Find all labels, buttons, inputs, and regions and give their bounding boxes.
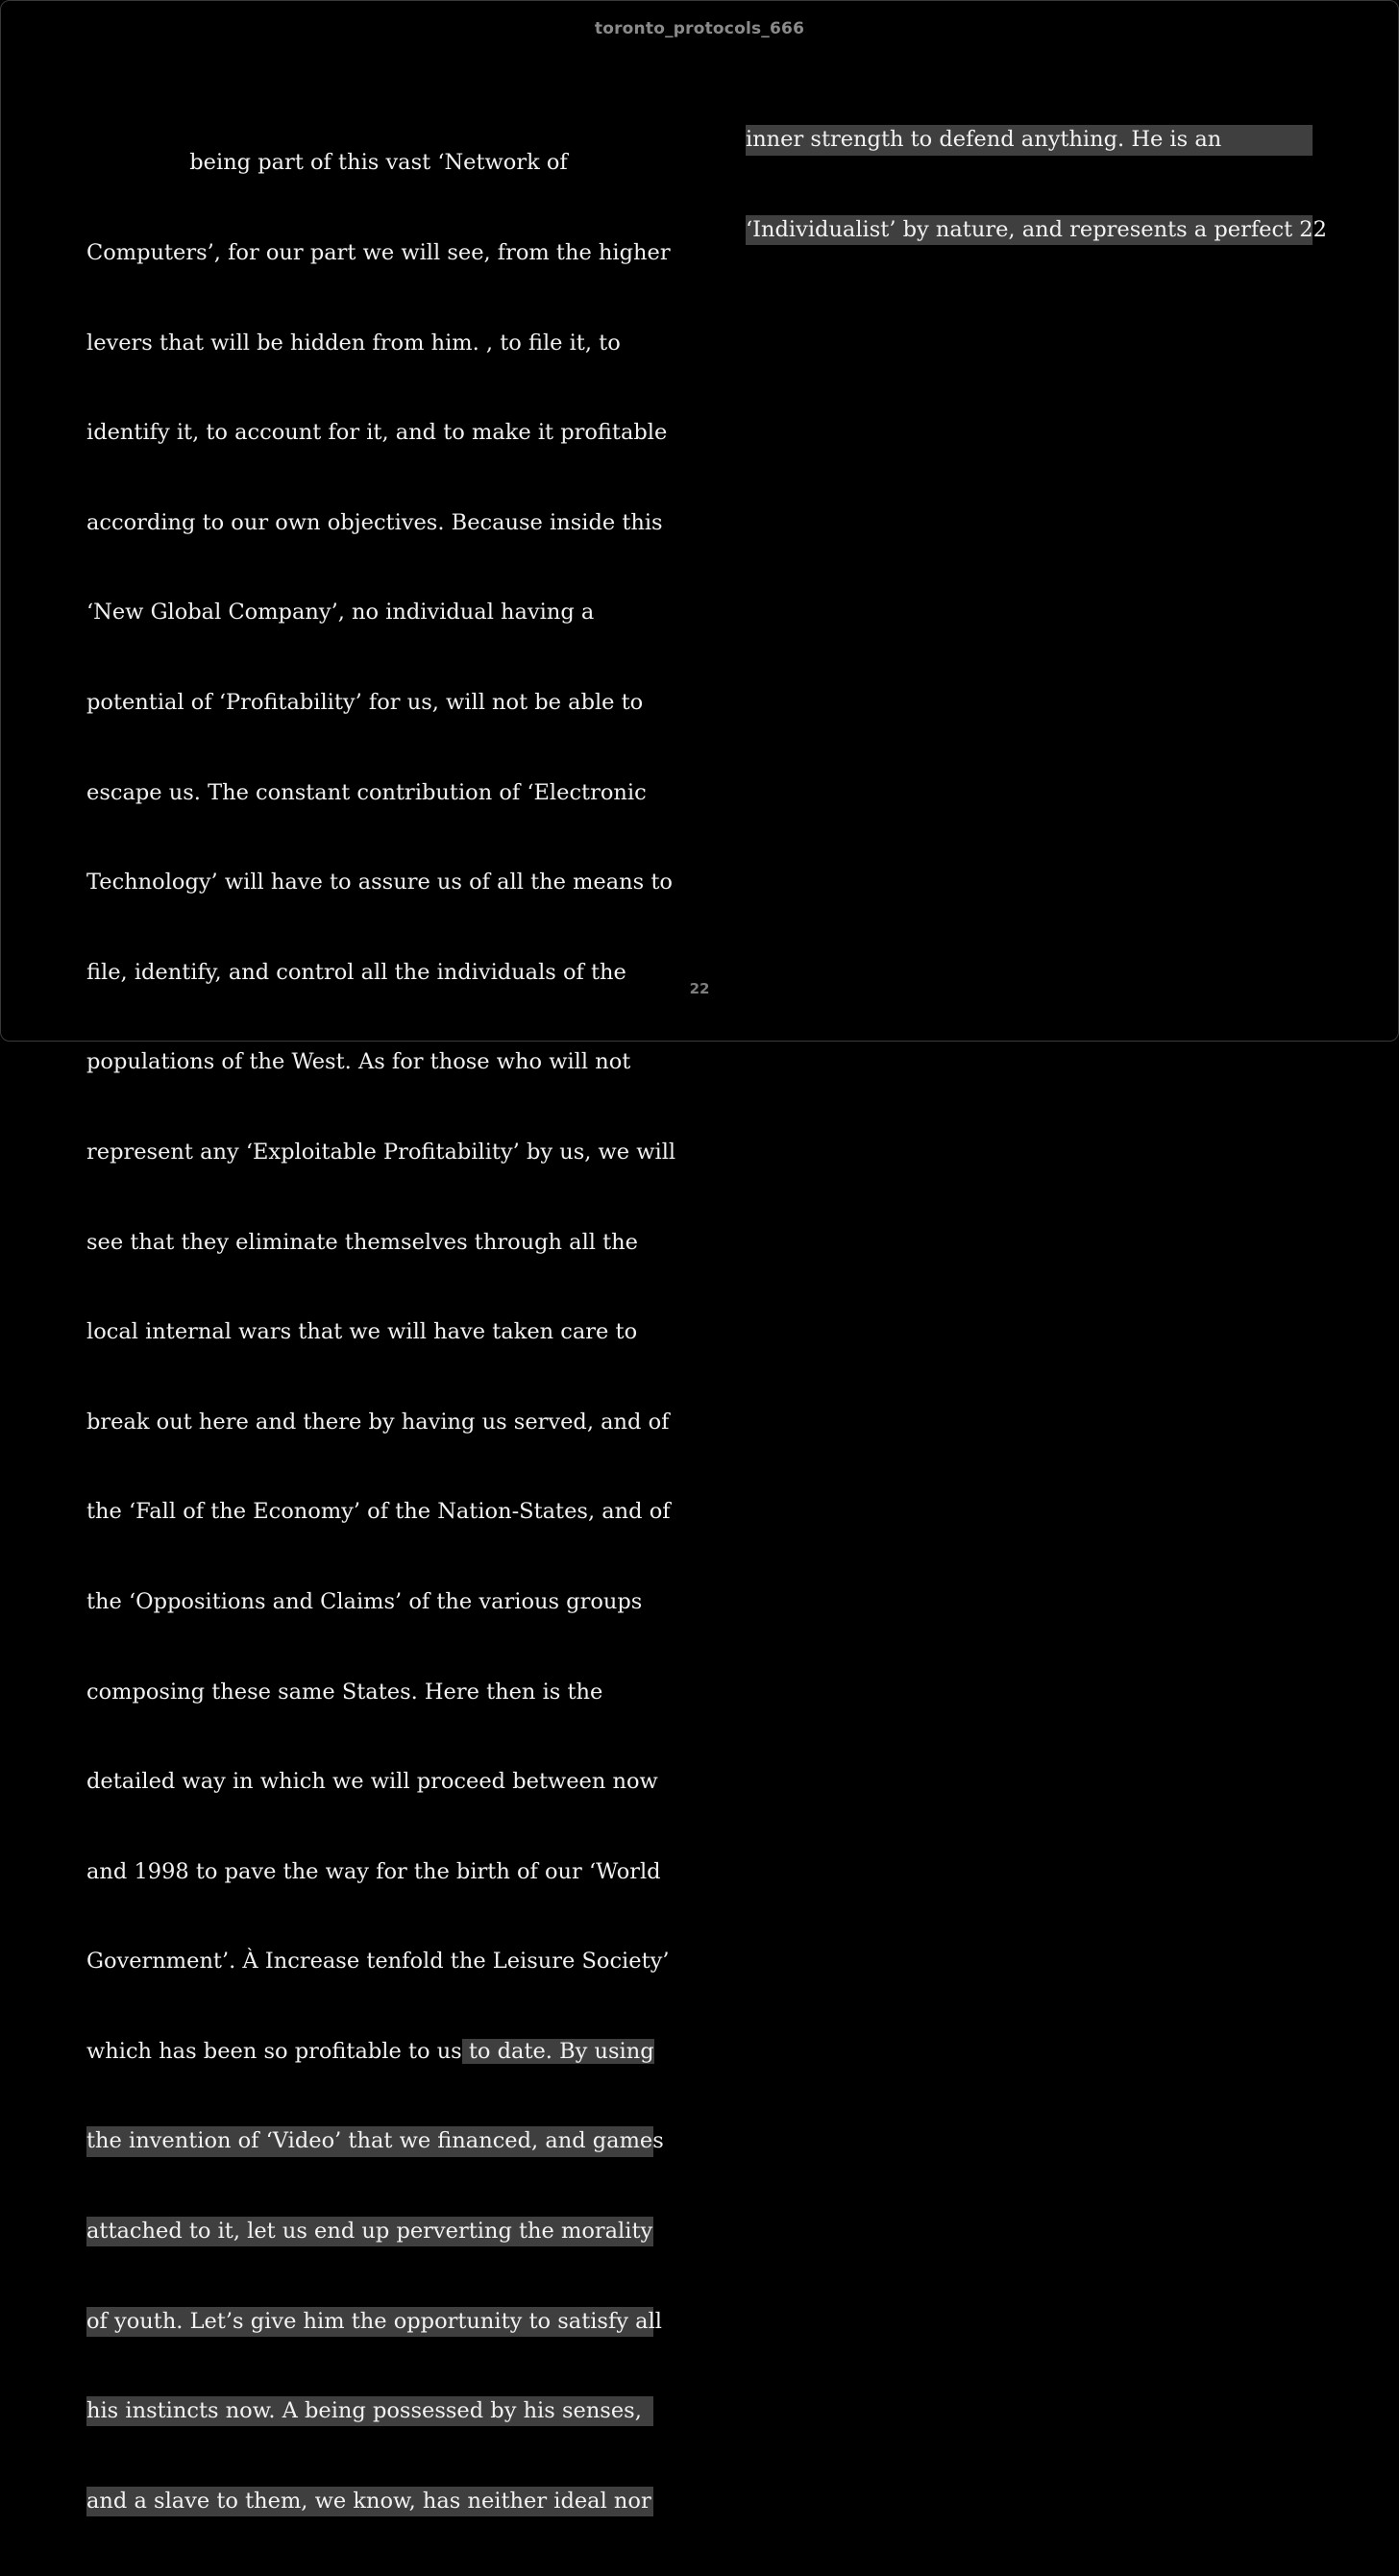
text-line[interactable]: identify it, to account for it, and to make it profitable [86,420,668,446]
text-line[interactable]: the ‘Fall of the Economy’ of the Nation-States, and of [86,1499,671,1525]
text-line[interactable]: according to our own objectives. Because inside this [86,509,663,535]
text-line[interactable]: ‘New Global Company’, no individual having a [86,600,595,626]
text-line[interactable]: local internal wars that we will have taken care to [86,1319,638,1345]
text-line[interactable]: populations of the West. As for those who will not [86,1049,631,1075]
left-page[interactable] [86,88,676,2576]
text-line[interactable]: escape us. The constant contribution of ‘Electronic [86,779,647,805]
text-line[interactable]: detailed way in which we will proceed between now [86,1769,658,1795]
text-line[interactable]: represent any ‘Exploitable Profitability’ by us, we will [86,1139,676,1165]
text-line[interactable]: composing these same States. Here then is the [86,1679,603,1705]
text-line[interactable]: Computers’, for our part we will see, from the higher [86,240,671,265]
selected-text-line[interactable]: the invention of ‘Video’ that we financed, and games [86,2126,653,2156]
text-line[interactable]: levers that will be hidden from him. , to file it, to [86,330,621,356]
text-line[interactable]: Technology’ will have to assure us of all the means to [86,870,673,895]
text-line[interactable]: Government’. À Increase tenfold the Leisure Society’ [86,1949,670,1975]
selected-text-fragment[interactable]: to date. By using [461,2038,654,2064]
page-number: 22 [689,980,710,997]
text-line[interactable]: see that they eliminate themselves through all the [86,1229,638,1255]
right-page[interactable] [746,65,1327,306]
window-title: toronto_protocols_666 [594,19,805,38]
selected-text-line[interactable]: of youth. Let’s give him the opportunity to satisfy all [86,2307,653,2337]
text-line[interactable]: and 1998 to pave the way for the birth of our ‘World [86,1858,661,1884]
text-line[interactable]: break out here and there by having us served, and of [86,1409,670,1435]
text-line[interactable]: potential of ‘Profitability’ for us, will not be able to [86,689,644,715]
text-fragment[interactable]: which has been so profitable to us [86,2038,462,2064]
text-line[interactable]: file, identify, and control all the individuals of the [86,959,626,985]
text-line[interactable]: being part of this vast ‘Network of [86,150,568,176]
text-line[interactable]: the ‘Oppositions and Claims’ of the various groups [86,1588,643,1614]
text-line-partial-selection[interactable] [86,2037,653,2067]
selected-text-line[interactable]: ‘Individualist’ by nature, and represents a perfect 22 [746,215,1313,245]
selected-text-line[interactable]: attached to it, let us end up perverting the morality [86,2217,653,2246]
selected-text-line[interactable]: his instincts now. A being possessed by his senses, [86,2396,653,2426]
selected-text-line[interactable]: and a slave to them, we know, has neither ideal nor [86,2487,653,2516]
selected-text-line[interactable]: inner strength to defend anything. He is an [746,125,1313,155]
